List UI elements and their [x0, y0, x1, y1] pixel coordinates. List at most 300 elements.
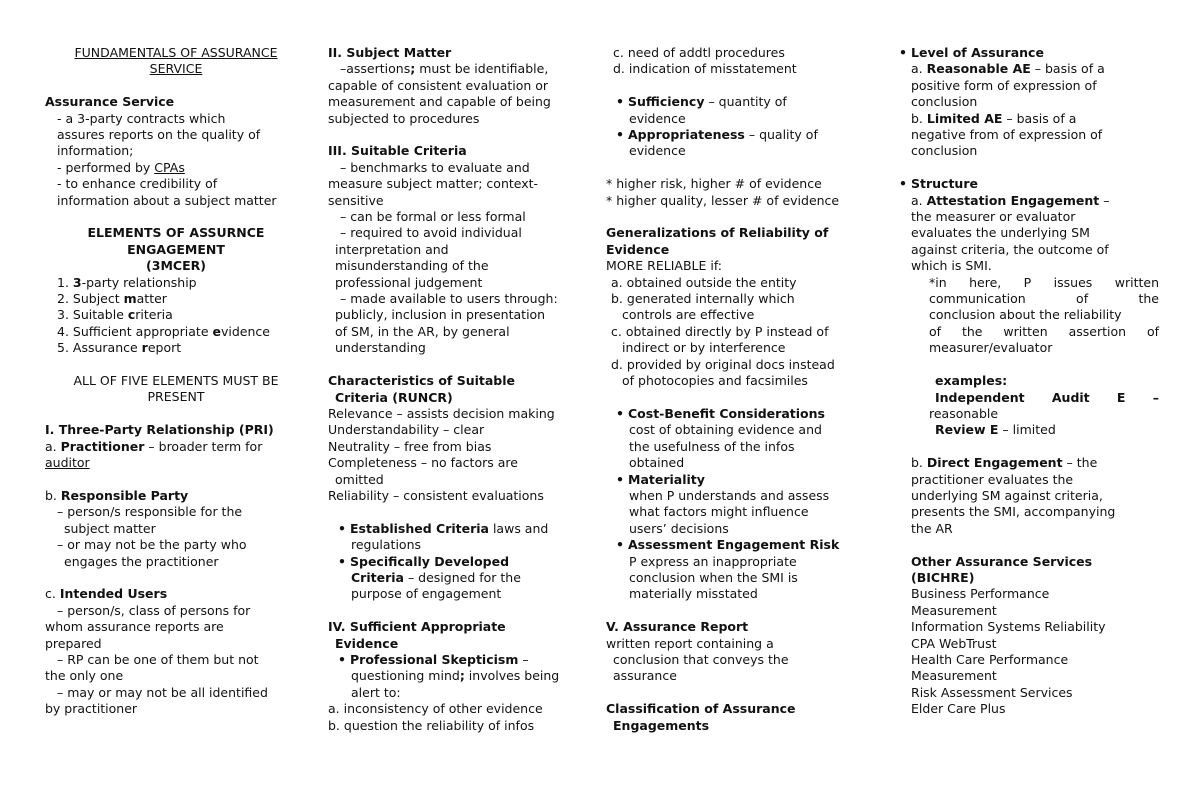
text-run: c.	[45, 586, 60, 602]
text-line	[328, 45, 590, 61]
text-run: alert to:	[351, 684, 401, 700]
text-line	[45, 685, 307, 701]
text-run: measurement and capable of being	[328, 94, 551, 110]
text-run: the measurer or evaluator	[911, 209, 1076, 225]
text-line	[45, 521, 307, 537]
text-run: Professional Skepticism	[350, 651, 519, 667]
text-line	[328, 209, 590, 225]
text-run: presents the SMI, accompanying	[911, 504, 1116, 520]
text-line	[45, 668, 307, 684]
text-run: what factors might influence	[629, 504, 809, 520]
text-line	[45, 275, 307, 291]
text-run: b.	[911, 110, 927, 126]
text-line	[899, 357, 1159, 373]
text-run: - a 3-party contracts which	[57, 110, 226, 126]
text-line	[899, 45, 1159, 61]
text-line	[606, 554, 870, 570]
text-run: – or may not be the party who	[57, 537, 247, 553]
text-run: Evidence	[335, 635, 399, 651]
text-run: b. generated internally which	[611, 291, 795, 307]
text-run: involves being	[464, 668, 560, 684]
text-run: m	[123, 291, 137, 307]
text-line	[328, 373, 590, 389]
text-run: I	[911, 619, 915, 635]
text-line	[899, 275, 1159, 291]
text-run: omitted	[335, 471, 384, 487]
text-run: a.	[911, 61, 927, 77]
text-run: subject matter	[64, 520, 156, 536]
text-run: ALL OF FIVE ELEMENTS MUST BE	[73, 373, 279, 389]
text-run: reasonable	[929, 405, 999, 421]
text-line	[328, 570, 590, 586]
text-line	[606, 225, 870, 241]
text-run: –assertions	[340, 61, 411, 77]
text-line	[606, 258, 870, 274]
text-line	[328, 176, 590, 192]
text-run: Direct Engagement	[926, 455, 1063, 471]
text-run: nderstandability – clear	[337, 422, 485, 438]
text-run: communication of the	[929, 291, 1159, 307]
text-run: Criteria (RUNCR)	[335, 389, 453, 405]
text-run: atter	[136, 291, 167, 307]
text-run: H	[911, 651, 921, 667]
text-line	[606, 504, 870, 520]
text-line	[45, 357, 307, 373]
text-line	[45, 406, 307, 422]
text-line	[45, 472, 307, 488]
text-line	[328, 685, 590, 701]
text-line	[606, 160, 870, 176]
text-line	[899, 143, 1159, 159]
text-run: subjected to procedures	[328, 110, 480, 126]
text-run: – limited	[998, 422, 1056, 438]
text-line	[45, 160, 307, 176]
text-run: -party relationship	[81, 274, 197, 290]
text-run: – RP can be one of them but not	[57, 651, 259, 667]
text-run: d. indication of misstatement	[613, 61, 797, 77]
text-run: b. question the reliability of infos	[328, 717, 535, 733]
text-line	[328, 390, 590, 406]
text-line	[328, 537, 590, 553]
text-run: – basis of a	[1030, 61, 1105, 77]
text-run: the usefulness of the infos	[629, 438, 795, 454]
text-line	[45, 143, 307, 159]
text-run: negative from of expression of	[911, 127, 1103, 143]
text-run: Specifically Developed	[350, 553, 510, 569]
text-run: evidence	[629, 110, 686, 126]
text-run: – the	[1062, 455, 1098, 471]
text-line	[606, 111, 870, 127]
text-run: 4. Sufficient appropriate	[57, 323, 213, 339]
text-run: which is SMI.	[911, 258, 992, 274]
text-run: examples:	[935, 373, 1008, 389]
text-run: Other Assurance Services	[911, 553, 1093, 569]
text-line	[328, 225, 590, 241]
text-run: Structure	[911, 176, 978, 192]
text-line	[45, 61, 307, 77]
text-line	[899, 554, 1159, 570]
text-line	[45, 94, 307, 110]
text-run: c	[127, 307, 136, 323]
text-run: Evidence	[606, 241, 670, 257]
text-line	[899, 619, 1159, 635]
text-run: written report containing a	[606, 635, 774, 651]
text-line	[606, 324, 870, 340]
text-line	[45, 455, 307, 471]
text-run: eutrality – free from bias	[337, 438, 492, 454]
text-run: indirect or by interference	[622, 340, 786, 356]
text-run: prepared	[45, 635, 102, 651]
text-line	[45, 127, 307, 143]
text-line	[328, 357, 590, 373]
text-line	[328, 472, 590, 488]
text-line	[606, 422, 870, 438]
text-line	[45, 652, 307, 668]
text-line	[899, 406, 1159, 422]
text-line	[45, 45, 307, 61]
text-line	[899, 636, 1159, 652]
text-run: c. need of addtl procedures	[613, 45, 785, 60]
text-line	[606, 143, 870, 159]
text-run: Intended Users	[59, 586, 168, 602]
text-line	[328, 94, 590, 110]
text-run: – benchmarks to evaluate and	[340, 159, 530, 175]
text-run: II. Subject Matter	[328, 45, 452, 60]
text-line	[45, 554, 307, 570]
text-line	[45, 258, 307, 274]
text-run: nformation Systems Reliability	[914, 619, 1106, 635]
text-line	[328, 603, 590, 619]
text-run: evidence	[629, 143, 686, 159]
text-run: – broader term for	[144, 438, 263, 454]
text-run: Attestation Engagement	[926, 192, 1100, 208]
text-run: assures reports on the quality of	[57, 127, 261, 143]
text-line	[899, 61, 1159, 77]
text-line	[45, 291, 307, 307]
text-run: ompleteness – no factors are	[336, 455, 518, 471]
text-line	[899, 291, 1159, 307]
text-run: – person/s responsible for the	[57, 504, 243, 520]
text-line	[606, 586, 870, 602]
text-line	[899, 521, 1159, 537]
text-line	[45, 603, 307, 619]
text-run: publicly, inclusion in presentation	[335, 307, 546, 323]
text-line	[328, 78, 590, 94]
text-run: laws and	[488, 520, 549, 536]
text-line	[328, 554, 590, 570]
text-run: Responsible Party	[60, 487, 189, 503]
text-line	[606, 652, 870, 668]
text-run: conclusion when the SMI is	[629, 569, 798, 585]
text-run: ;	[410, 61, 416, 77]
text-run: a. obtained outside the entity	[611, 274, 797, 290]
text-line	[328, 307, 590, 323]
text-run: obtained	[629, 455, 685, 471]
text-run: IV. Sufficient Appropriate	[328, 619, 506, 635]
text-line	[328, 455, 590, 471]
text-run: P express an inappropriate	[629, 553, 797, 569]
text-run: Sufficiency	[628, 94, 705, 110]
text-line	[606, 406, 870, 422]
text-run: Measurement	[911, 668, 997, 684]
text-line	[899, 586, 1159, 602]
text-line	[328, 586, 590, 602]
text-line	[899, 504, 1159, 520]
text-run: – basis of a	[1002, 110, 1077, 126]
text-line	[899, 242, 1159, 258]
text-line	[328, 242, 590, 258]
column-2-subject-matter-criteria	[328, 45, 590, 734]
text-line	[899, 701, 1159, 717]
text-run: practitioner evaluates the	[911, 471, 1074, 487]
text-line	[899, 78, 1159, 94]
text-run: –	[518, 651, 529, 667]
text-line	[899, 258, 1159, 274]
text-line	[45, 324, 307, 340]
text-run: I. Three-Party Relationship (PRI)	[45, 422, 274, 438]
text-run: riteria	[135, 307, 173, 323]
text-run: when P understands and assess	[629, 487, 830, 503]
text-run: V. Assurance Report	[606, 619, 749, 635]
text-line	[899, 570, 1159, 586]
text-run: Engagements	[613, 717, 710, 733]
text-run: MORE RELIABLE if:	[606, 258, 723, 274]
text-line	[899, 422, 1159, 438]
text-run: regulations	[351, 537, 422, 553]
text-line	[328, 619, 590, 635]
text-run: PRESENT	[147, 389, 205, 405]
text-run: – can be formal or less formal	[340, 209, 526, 225]
text-run: information about a subject matter	[57, 192, 277, 208]
text-run: PA WebTrust	[919, 635, 997, 651]
text-line	[899, 193, 1159, 209]
text-line	[899, 668, 1159, 684]
text-line	[328, 668, 590, 684]
text-run: auditor	[45, 455, 90, 471]
text-run: Characteristics of Suitable	[328, 373, 516, 389]
text-line	[899, 340, 1159, 356]
text-run: R	[328, 405, 337, 421]
text-line	[899, 537, 1159, 553]
text-run: capable of consistent evaluation or	[328, 77, 549, 93]
text-run: b.	[911, 455, 927, 471]
text-run: eport	[147, 340, 182, 356]
text-run: - to enhance credibility of	[57, 176, 218, 192]
text-line	[606, 340, 870, 356]
text-run: III. Suitable Criteria	[328, 143, 467, 159]
text-line	[45, 636, 307, 652]
text-line	[45, 701, 307, 717]
text-run: Independent Audit E –	[935, 389, 1159, 405]
text-line	[328, 488, 590, 504]
text-line	[45, 242, 307, 258]
text-run: conclusion about the reliability	[929, 307, 1122, 323]
text-run: Assurance Service	[45, 94, 175, 110]
text-run: – person/s, class of persons for	[57, 602, 251, 618]
text-line	[606, 685, 870, 701]
text-run: conclusion	[911, 143, 978, 159]
text-line	[899, 160, 1159, 176]
text-run: 3. Suitable	[57, 307, 128, 323]
text-run: Appropriateness	[628, 127, 745, 143]
text-line	[606, 307, 870, 323]
text-run: questioning mind	[351, 668, 460, 684]
text-line	[606, 357, 870, 373]
text-run: R	[911, 684, 920, 700]
text-run: * higher quality, lesser # of evidence	[606, 192, 840, 208]
text-run: E	[911, 701, 919, 717]
column-4-engagement-types	[899, 45, 1159, 718]
text-line	[328, 160, 590, 176]
text-line	[899, 209, 1159, 225]
text-line	[328, 521, 590, 537]
text-line	[606, 472, 870, 488]
text-line	[899, 324, 1159, 340]
text-line	[606, 455, 870, 471]
text-run: (3MCER)	[146, 258, 206, 274]
text-run: users’ decisions	[629, 520, 729, 536]
text-line	[899, 439, 1159, 455]
text-run: Materiality	[628, 471, 705, 487]
text-run: usiness Performance	[919, 586, 1050, 602]
text-run: conclusion	[911, 94, 978, 110]
text-line	[45, 422, 307, 438]
text-run: – quantity of	[704, 94, 787, 110]
text-run: a. inconsistency of other evidence	[328, 701, 543, 717]
text-line	[606, 636, 870, 652]
text-line	[328, 258, 590, 274]
text-line	[328, 652, 590, 668]
text-line	[899, 488, 1159, 504]
text-run: b.	[45, 487, 61, 503]
text-run: 2. Subject	[57, 291, 124, 307]
text-line	[328, 127, 590, 143]
text-run: Assessment Engagement Risk	[628, 537, 840, 553]
text-line	[606, 668, 870, 684]
text-line	[45, 111, 307, 127]
text-run: elevance – assists decision making	[336, 405, 555, 421]
text-run: misunderstanding of the	[335, 258, 489, 274]
text-line	[899, 603, 1159, 619]
text-run: Reasonable AE	[926, 61, 1031, 77]
text-run: of SM, in the AR, by general	[335, 323, 510, 339]
text-run: the only one	[45, 668, 124, 684]
text-line	[45, 439, 307, 455]
text-run: d. provided by original docs instead	[611, 356, 835, 372]
text-line	[899, 94, 1159, 110]
text-line	[328, 504, 590, 520]
text-run: R	[328, 487, 337, 503]
text-run: eliability – consistent evaluations	[336, 487, 544, 503]
text-run: 3	[72, 274, 82, 290]
text-line	[45, 193, 307, 209]
text-line	[899, 472, 1159, 488]
text-run: Limited AE	[926, 110, 1003, 126]
text-line	[606, 291, 870, 307]
text-line	[328, 143, 590, 159]
text-line	[328, 718, 590, 734]
text-run: CPAs	[154, 159, 185, 175]
text-run: C	[328, 455, 337, 471]
text-line	[606, 193, 870, 209]
text-run: – may or may not be all identified	[57, 684, 268, 700]
text-run: Level of Assurance	[911, 45, 1044, 60]
text-line	[606, 209, 870, 225]
text-line	[45, 225, 307, 241]
text-line	[45, 504, 307, 520]
text-line	[45, 340, 307, 356]
text-run: lder Care Plus	[918, 701, 1006, 717]
text-run: – quality of	[744, 127, 818, 143]
text-run: SERVICE	[149, 61, 203, 77]
text-run: 5. Assurance	[57, 340, 142, 356]
text-line	[45, 389, 307, 405]
text-run: materially misstated	[629, 586, 758, 602]
text-run: the AR	[911, 520, 953, 536]
text-line	[45, 78, 307, 94]
text-line	[899, 390, 1159, 406]
text-run: controls are effective	[622, 307, 755, 323]
text-run: –	[1099, 192, 1110, 208]
text-line	[606, 61, 870, 77]
text-run: – designed for the	[403, 569, 521, 585]
text-run: Established Criteria	[350, 520, 489, 536]
text-line	[899, 176, 1159, 192]
text-run: U	[328, 422, 338, 438]
text-run: Criteria	[351, 569, 404, 585]
text-line	[45, 619, 307, 635]
text-run: interpretation and	[335, 241, 449, 257]
text-line	[606, 718, 870, 734]
text-line	[328, 701, 590, 717]
text-run: *in here, P issues written	[929, 274, 1159, 290]
text-line	[606, 521, 870, 537]
text-run: measure subject matter; context-	[328, 176, 539, 192]
text-line	[45, 307, 307, 323]
text-run: conclusion that conveys the	[613, 651, 789, 667]
text-line	[606, 78, 870, 94]
text-run: Measurement	[911, 602, 997, 618]
text-line	[606, 603, 870, 619]
text-line	[606, 373, 870, 389]
text-line	[328, 406, 590, 422]
text-line	[899, 307, 1159, 323]
text-run: sensitive	[328, 192, 384, 208]
text-line	[606, 275, 870, 291]
text-run: of the written assertion of	[929, 323, 1159, 339]
column-3-evidence-report	[606, 45, 870, 734]
text-line	[328, 636, 590, 652]
text-line	[899, 127, 1159, 143]
text-line	[606, 439, 870, 455]
text-run: a.	[911, 192, 927, 208]
text-line	[606, 127, 870, 143]
text-line	[45, 373, 307, 389]
text-run: assurance	[613, 668, 677, 684]
text-run: evaluates the underlying SM	[911, 225, 1090, 241]
text-run: – required to avoid individual	[340, 225, 522, 241]
text-line	[606, 176, 870, 192]
text-line	[606, 619, 870, 635]
text-line	[45, 209, 307, 225]
text-line	[45, 488, 307, 504]
text-line	[328, 275, 590, 291]
text-line	[328, 111, 590, 127]
text-line	[328, 422, 590, 438]
text-run: (BICHRE)	[911, 569, 975, 585]
text-run: isk Assessment Services	[919, 684, 1073, 700]
text-run: whom assurance reports are	[45, 619, 224, 635]
